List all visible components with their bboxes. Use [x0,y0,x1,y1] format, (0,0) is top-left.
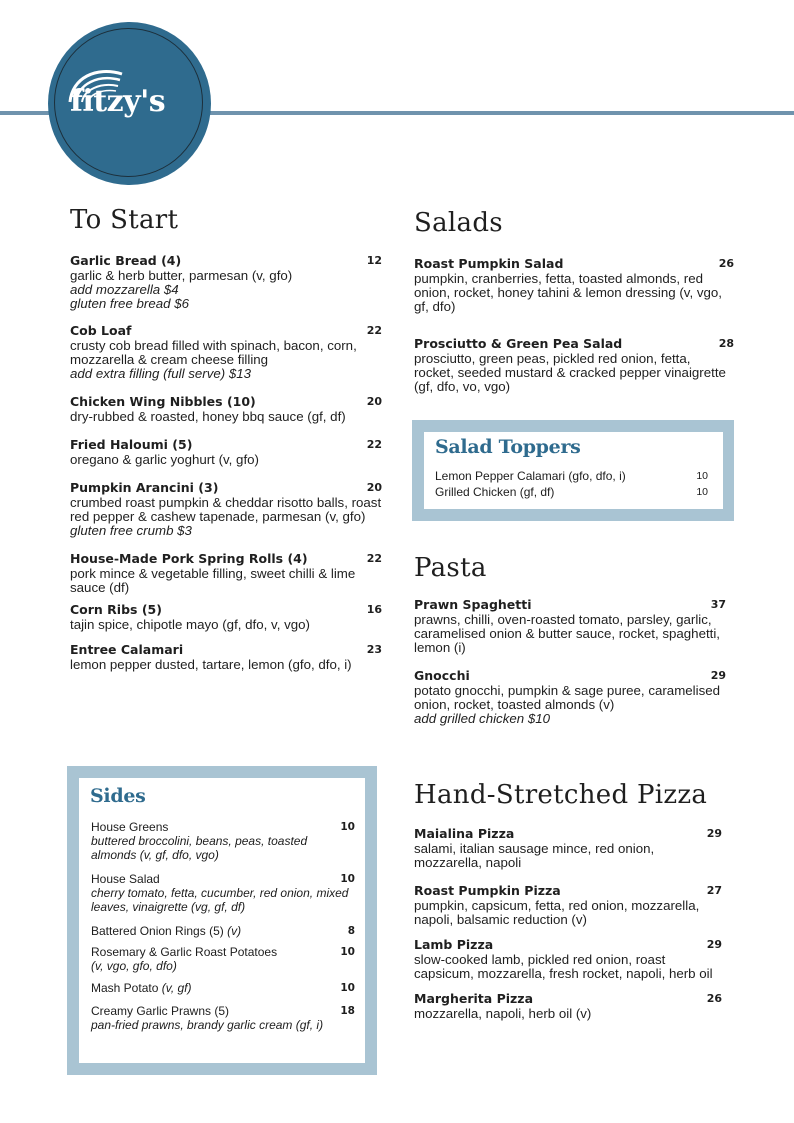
menu-item-name: House-Made Pork Spring Rolls (4) [70,551,308,566]
menu-item-description: garlic & herb butter, parmesan (v, gfo) [70,268,293,283]
salad-topper-price: 10 [696,470,708,482]
salads-section [414,208,734,394]
menu-item-name: Roast Pumpkin Pizza [414,883,561,898]
menu-item-price: 29 [706,938,722,951]
side-item [91,981,355,995]
menu-item-name: Maialina Pizza [414,826,515,841]
menu-item-price: 22 [366,552,382,565]
side-item [91,872,355,914]
menu-item-description: pork mince & vegetable filling, sweet chilli & lime sauce (df) [70,566,356,595]
side-item-name-line [91,981,355,995]
menu-item [70,480,382,538]
menu-item [70,394,382,424]
menu-item-description: crusty cob bread filled with spinach, bacon, corn, mozzarella & cream cheese filling [70,338,357,367]
side-item-price: 10 [340,821,355,833]
menu-item-name: Roast Pumpkin Salad [414,256,564,271]
menu-item-description: oregano & garlic yoghurt (v, gfo) [70,452,259,467]
menu-item-name: Lamb Pizza [414,937,494,952]
side-item-price: 10 [340,946,355,958]
pasta-section [414,553,726,726]
side-item [91,945,355,973]
sides-items [91,820,355,1032]
menu-item-name: Garlic Bread (4) [70,253,182,268]
menu-item-price: 22 [366,324,382,337]
menu-item-description: tajin spice, chipotle mayo (gf, dfo, v, vgo) [70,617,310,632]
menu-item-name: Entree Calamari [70,642,184,657]
menu-item-extra: gluten free crumb $3 [70,523,192,538]
salad-toppers-box [412,420,734,521]
menu-item-extra: add extra filling (full serve) $13 [70,366,252,381]
menu-item-price: 16 [366,603,382,616]
menu-item-price: 26 [718,257,734,270]
salad-toppers-box-inner [424,432,723,509]
side-item-name-line [91,924,355,938]
sides-title: Sides [90,785,146,807]
menu-item-price: 37 [710,598,726,611]
sides-box-inner [79,778,365,1063]
menu-item-name: Margherita Pizza [414,991,534,1006]
menu-item-price: 28 [718,337,734,350]
menu-item-description: lemon pepper dusted, tartare, lemon (gfo, dfo, i) [70,657,352,672]
side-item-name: House Greens [91,820,169,834]
menu-item-name: Corn Ribs (5) [70,602,162,617]
side-item-price: 10 [340,982,355,994]
salad-topper-item [435,468,721,484]
side-item-inline-note: (v) [227,924,242,938]
side-item [91,820,355,862]
salad-toppers-title: Salad Toppers [435,436,581,458]
menu-item [414,336,734,394]
logo-badge [48,22,211,185]
menu-item [70,323,382,381]
side-item-name-line [91,872,355,886]
side-item [91,1004,355,1032]
menu-item-name: Prawn Spaghetti [414,597,532,612]
menu-item-description: prawns, chilli, oven-roasted tomato, parsley, garlic, caramelised onion & butter sauce, rocket, spaghetti, lemon (i) [414,612,720,655]
side-item-name: Creamy Garlic Prawns (5) [91,1004,230,1018]
menu-item [414,597,726,655]
menu-item [70,253,382,311]
menu-item-description: prosciutto, green peas, pickled red onion, fetta, rocket, seeded mustard & cracked pepper vinaigrette (gf, dfo, vo, vgo) [414,351,726,394]
menu-item-description: mozzarella, napoli, herb oil (v) [414,1006,592,1021]
menu-item [414,991,722,1021]
pizza-items [414,826,722,1021]
side-item-name-line [91,820,355,834]
salads-items [414,256,734,394]
menu-item-name: Cob Loaf [70,323,132,338]
side-item-price: 8 [347,925,355,937]
menu-item-name: Prosciutto & Green Pea Salad [414,336,623,351]
salad-topper-name: Lemon Pepper Calamari (gfo, dfo, i) [435,469,626,483]
pasta-title: Pasta [414,553,487,583]
menu-item-extra: gluten free bread $6 [70,296,190,311]
side-item-inline-note: (v, gf) [161,981,192,995]
menu-item [70,642,382,672]
menu-item [414,826,722,870]
salad-topper-item [435,484,721,500]
menu-item-name: Fried Haloumi (5) [70,437,193,452]
side-item-price: 18 [340,1005,355,1017]
menu-item-description: pumpkin, capsicum, fetta, red onion, mozzarella, napoli, balsamic reduction (v) [414,898,700,927]
menu-item-price: 29 [710,669,726,682]
to-start-section [70,205,382,672]
sides-box [67,766,377,1075]
menu-item-description: crumbed roast pumpkin & cheddar risotto balls, roast red pepper & cashew tapenade, parmesan (v, gfo) [70,495,382,524]
menu-item-description: potato gnocchi, pumpkin & sage puree, caramelised onion, rocket, toasted almonds (v) [414,683,721,712]
salad-topper-name: Grilled Chicken (gf, df) [435,485,555,499]
pizza-section [414,780,722,1021]
to-start-items [70,253,382,672]
menu-item-name: Pumpkin Arancini (3) [70,480,219,495]
menu-item-price: 20 [366,481,382,494]
salad-toppers-items [435,468,721,500]
menu-item-description: dry-rubbed & roasted, honey bbq sauce (gf, df) [70,409,346,424]
side-item-name: House Salad [91,872,160,886]
menu-item-description: pumpkin, cranberries, fetta, toasted almonds, red onion, rocket, honey tahini & lemon dressing (v, vgo, gf, dfo) [414,271,722,314]
salads-title: Salads [414,208,503,238]
side-item-name-line [91,945,355,959]
menu-item [414,883,722,927]
menu-item-price: 22 [366,438,382,451]
menu-item-price: 27 [706,884,722,897]
menu-item-name: Chicken Wing Nibbles (10) [70,394,256,409]
side-item-name: Rosemary & Garlic Roast Potatoes [91,945,278,959]
to-start-title: To Start [70,205,179,235]
salad-topper-price: 10 [696,486,708,498]
side-item-name-line [91,1004,355,1018]
brand-logo-text: fitzy's [70,84,166,119]
menu-item-extra: add grilled chicken $10 [414,711,551,726]
side-item-name: Mash Potato [91,981,159,995]
menu-item-name: Gnocchi [414,668,470,683]
menu-item-price: 23 [366,643,382,656]
side-item-note: buttered broccolini, beans, peas, toasted almonds (v, gf, dfo, vgo) [91,834,308,862]
menu-item [414,937,722,981]
menu-item [414,668,726,726]
menu-item [70,602,382,632]
menu-item-description: slow-cooked lamb, pickled red onion, roast capsicum, mozzarella, fresh rocket, napoli, herb oil [414,952,713,981]
menu-item [70,551,382,595]
menu-item [414,256,734,314]
pizza-title: Hand-Stretched Pizza [414,780,708,810]
menu-item-price: 26 [706,992,722,1005]
menu-item-price: 29 [706,827,722,840]
pasta-items [414,597,726,726]
side-item-note: cherry tomato, fetta, cucumber, red onion, mixed leaves, vinaigrette (vg, gf, df) [91,886,349,914]
side-item [91,924,355,938]
side-item-note: pan-fried prawns, brandy garlic cream (gf, i) [91,1018,324,1032]
side-item-name: Battered Onion Rings (5) [91,924,224,938]
menu-item-description: salami, italian sausage mince, red onion, mozzarella, napoli [414,841,655,870]
menu-item-price: 12 [366,254,382,267]
menu-item-price: 20 [366,395,382,408]
side-item-note: (v, vgo, gfo, dfo) [91,959,177,973]
menu-item-extra: add mozzarella $4 [70,282,179,297]
side-item-price: 10 [340,873,355,885]
menu-item [70,437,382,467]
